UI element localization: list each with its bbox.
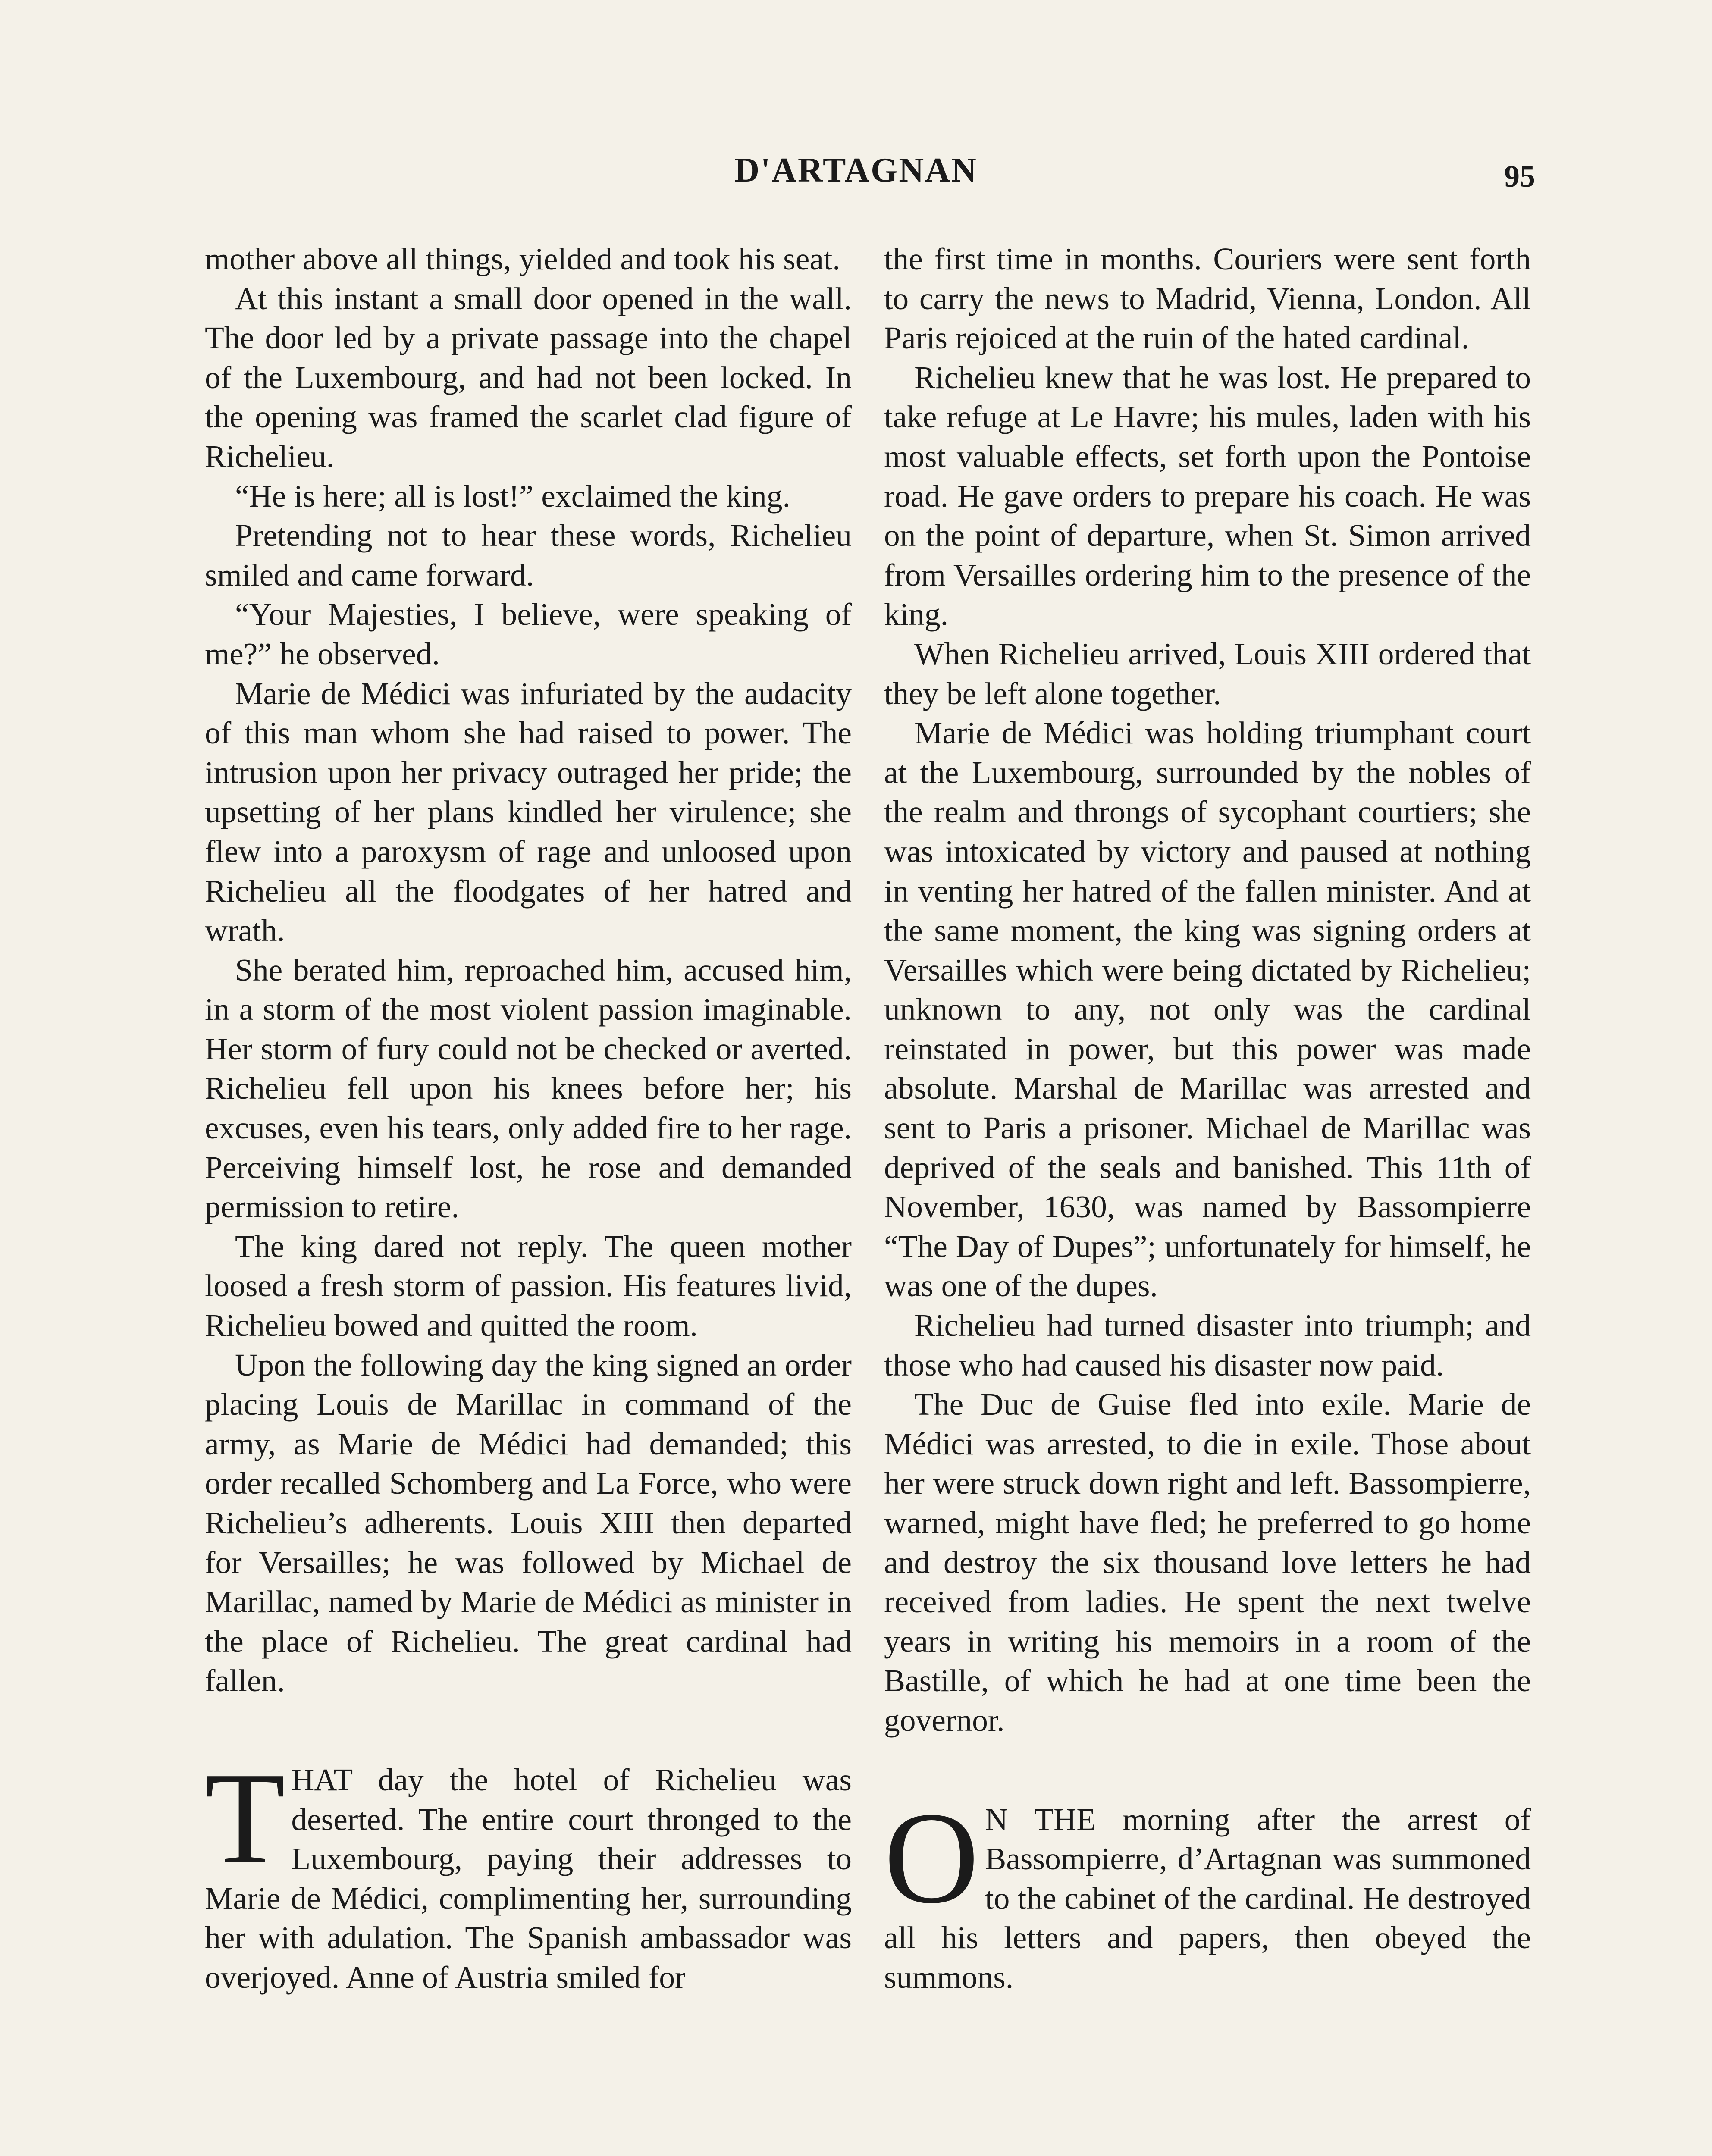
paragraph: The Duc de Guise fled into exile. Marie de Médici was arrested, to die in exile. Those about her were struck down right and left. Bassompierre, warned, might have fled; he preferred to go home and destroy the six thousand love letters he had received from ladies. He spent the next twelve years in writing his memoirs in a room of the Bastille, of which he had at one time been the governor.	[884, 1387, 1531, 1738]
section-text: HAT day the hotel of Richelieu was deserted. The entire court thronged to the Luxembourg, paying their addresses to Marie de Médici, complimenting her, surrounding her with adulation. The Spanish ambassador was overjoyed. Anne of Austria smiled for	[205, 1762, 852, 1995]
paragraph: At this instant a small door opened in the wall. The door led by a private passage into the chapel of the Luxembourg, and had not been locked. In the opening was framed the scarlet clad figure of Richelieu.	[205, 281, 852, 474]
section-text: N THE morning after the arrest of Bassompierre, d’Artagnan was summoned to the cabinet of the cardinal. He destroyed all his letters and papers, then obeyed the summons.	[884, 1802, 1531, 1995]
drop-cap: T	[205, 1745, 285, 1891]
paragraph: When Richelieu arrived, Louis XIII ordered that they be left alone together.	[884, 636, 1531, 711]
paragraph: Richelieu had turned disaster into triumph; and those who had caused his disaster now paid.	[884, 1308, 1531, 1382]
paragraph: Upon the following day the king signed an order placing Louis de Marillac in command of the army, as Marie de Médici had demanded; this order recalled Schomberg and La Force, who were Richelieu’s adherents. Louis XIII then departed for Versailles; he was followed by Michael de Marillac, named by Marie de Médici as minister in the place of Richelieu. The great cardinal had fallen.	[205, 1347, 852, 1698]
page-number: 95	[1504, 159, 1535, 194]
paragraph: Pretending not to hear these words, Richelieu smiled and came forward.	[205, 518, 852, 592]
paragraph: Richelieu knew that he was lost. He prepared to take refuge at Le Havre; his mules, laden with his most valuable effects, set forth upon the Pontoise road. He gave orders to prepare his coach. He was on the point of departure, when St. Simon arrived from Versailles ordering him to the presence of the king.	[884, 360, 1531, 632]
section-opening-paragraph	[884, 1784, 1531, 1997]
section-opening-paragraph	[205, 1745, 852, 1997]
paragraph: The king dared not reply. The queen mother loosed a fresh storm of passion. His features livid, Richelieu bowed and quitted the room.	[205, 1228, 852, 1343]
paragraph: mother above all things, yielded and took his seat.	[205, 241, 840, 276]
running-title: D'ARTAGNAN	[734, 151, 978, 189]
drop-cap: O	[884, 1784, 979, 1930]
paragraph: the first time in months. Couriers were sent forth to carry the news to Madrid, Vienna, London. All Paris rejoiced at the ruin of the hated cardinal.	[884, 241, 1531, 356]
right-column	[884, 239, 1531, 1997]
paragraph: Marie de Médici was infuriated by the audacity of this man whom she had raised to power. The intrusion upon her privacy outraged her pride; the upsetting of her plans kindled her virulence; she flew into a paroxysm of rage and unloosed upon Richelieu all the floodgates of her hatred and wrath.	[205, 676, 852, 948]
paragraph: She berated him, reproached him, accused him, in a storm of the most violent passion imaginable. Her storm of fury could not be checked or averted. Richelieu fell upon his knees before her; his excuses, even his tears, only added fire to her rage. Perceiving himself lost, he rose and demanded permission to retire.	[205, 952, 852, 1225]
paragraph: “Your Majesties, I believe, were speaking of me?” he observed.	[205, 597, 852, 671]
paragraph: Marie de Médici was holding triumphant court at the Luxembourg, surrounded by the nobles of the realm and throngs of sycophant courtiers; she was intoxicated by victory and paused at nothing in venting her hatred of the fallen minister. And at the same moment, the king was signing orders at Versailles which were being dictated by Richelieu; unknown to any, not only was the cardinal reinstated in power, but this power was made absolute. Marshal de Marillac was arrested and sent to Paris a prisoner. Michael de Marillac was deprived of the seals and banished. This 11th of November, 1630, was named by Bassompierre “The Day of Dupes”; unfortunately for himself, he was one of the dupes.	[884, 715, 1531, 1304]
paragraph: “He is here; all is lost!” exclaimed the king.	[235, 478, 790, 514]
left-column	[205, 239, 852, 1997]
